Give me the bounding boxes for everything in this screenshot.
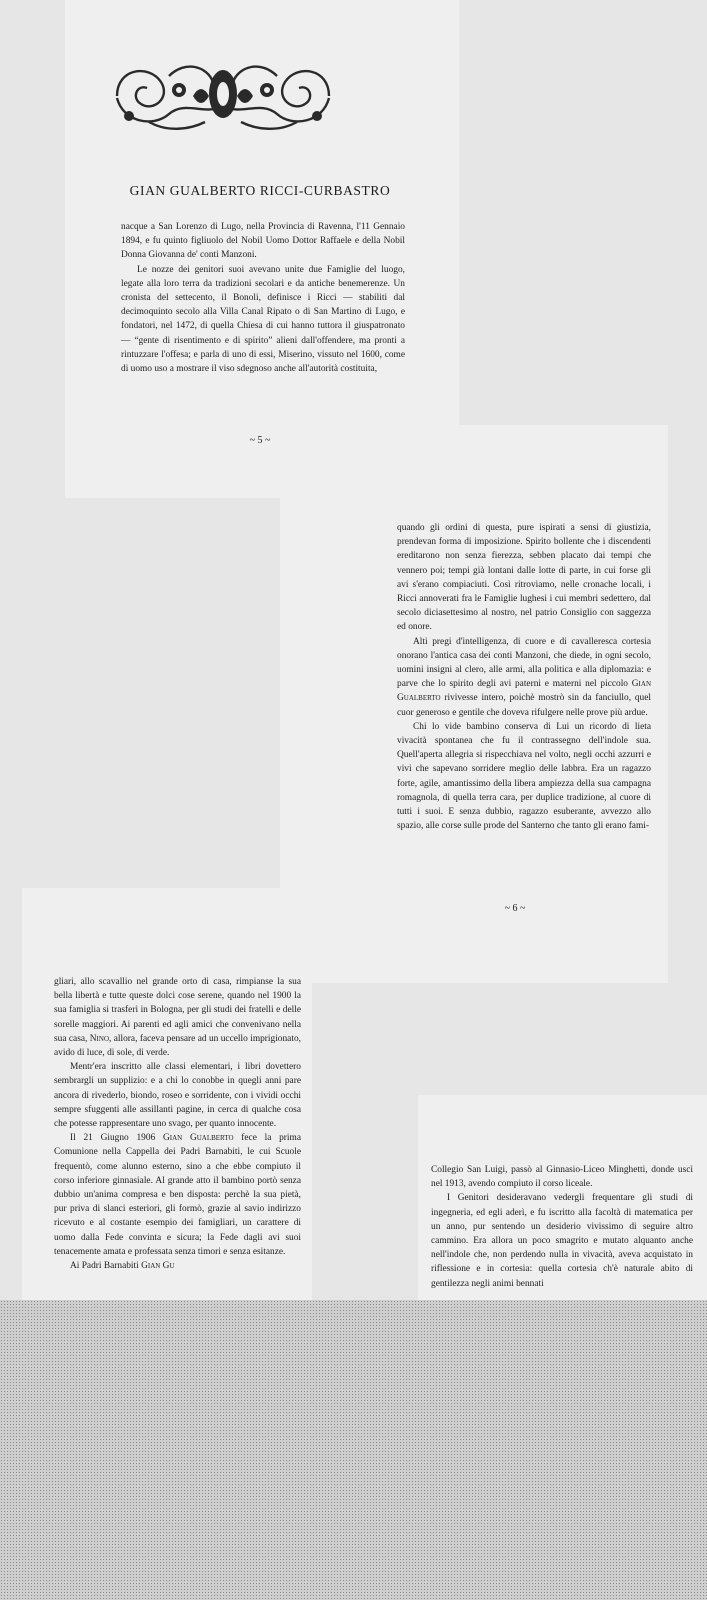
page-number: ~ 5 ~ <box>249 435 271 446</box>
page-title: GIAN GUALBERTO RICCI-CURBASTRO <box>129 183 391 198</box>
paragraph: gliari, allo scavallio nel grande orto di casa, rimpianse la sua bella libertà e tutte queste dolci cose serene, quando nel 1900 la sua famiglia si trasferì in Bologna, per gli studi dei fratelli e delle sorelle maggiori. Ai parenti ed agli amici che convenivano nella sua casa, Nino, allora, faceva pensare ad un uccello imprigionato, avido di luce, di sole, di verde. <box>54 977 301 1059</box>
paragraph: nacque a San Lorenzo di Lugo, nella Provincia di Ravenna, l'11 Gennaio 1894, e fu quinto figliuolo del Nobil Uomo Dottor Raffaele e della Nobil Donna Giovanna de' conti Manzoni. <box>121 222 405 261</box>
ornamental-scroll-icon <box>109 56 337 134</box>
page-number: ~ 6 ~ <box>504 903 526 914</box>
paragraph: quando gli ordini di questa, pure ispirati a sensi di giustizia, prendevan forma di imposizione. Spirito bollente che i discendenti ereditarono non senza fierezza, sebben placato dai tempi che vennero poi; tempi già lontani dalle lotte di parte, in cui forse gli avi s'erano compiaciuti. Così ritroviamo, nelle cronache locali, i Ricci annoverati fra le Famiglie lughesi i cui membri sedettero, dal secolo diciasettesimo al nostro, nel patrio Consiglio con saggezza ed onore. <box>397 523 651 633</box>
page-5 <box>65 0 459 498</box>
scan-noise-band <box>0 1300 707 1600</box>
page-7-body <box>54 975 301 1273</box>
paragraph: Le nozze dei genitori suoi avevano unite due Famiglie del luogo, legate alla loro terra da tradizioni secolari e da antiche benemerenze. Un cronista del settecento, il Bonoli, definisce i Ricci — stabiliti dal decimoquinto secolo alla Villa Canal Ripato o di San Martino di Lugo, e fondatori, nel 1472, di quella Chiesa di cui hanno tuttora il giuspatronato — “gente di risentimento e di spirito” alieni dall'offendere, ma pronti a rintuzzare l'offesa; e parla di uno di essi, Miserino, vissuto nel 1600, come di uomo uso a mostrare il viso sdegnoso anche all'autorità costituita, <box>121 264 405 375</box>
page-8-body <box>431 1163 693 1291</box>
paragraph: Mentr'era inscritto alle classi elementari, i libri dovettero sembrargli un supplizio: e a chi lo conobbe in quegli anni pare ancora di rivederlo, biondo, roseo e sorridente, con i vividi occhi sempre sfuggenti alle assillanti pagine, in cerca di qualche cosa che potesse rappresentare uno svago, per quanto innocente. <box>54 1062 301 1130</box>
paragraph: Chi lo vide bambino conserva di Lui un ricordo di lieta vivacità spontanea che fu il contrassegno dell'indole sua. Quell'aperta allegria si rispecchiava nel volto, negli occhi azzurri e vivi che sapevano sorridere meglio delle labbra. Era un ragazzo forte, agile, amantissimo della libera ampiezza della sua campagna romagnola, di quella terra cara, per duplice tradizione, al cuore di tutti i suoi. E senza dubbio, ragazzo esuberante, avvezzo allo spazio, alle corse sulle prode del Santerno che tanto gli erano fami- <box>397 721 651 832</box>
page-6-body <box>397 521 651 833</box>
paragraph: Alti pregi d'intelligenza, di cuore e di cavalleresca cortesia onorano l'antica casa dei conti Manzoni, che diede, in ogni secolo, uomini insigni al clero, alle armi, alla politica e alla diplomazia: e parve che lo spirito degli avi paterni e materni nel piccolo Gian Gualberto rivivesse intero, poichè mostrò sin da fanciullo, quel cuor generoso e gentile che doveva rifulgere nelle prove più ardue. <box>397 636 651 718</box>
paragraph: Ai Padri Barnabiti Gian Gu <box>70 1261 175 1272</box>
page-7 <box>22 888 312 1340</box>
page-6 <box>280 425 668 983</box>
paragraph: I Genitori desideravano vedergli frequentare gli studi di ingegneria, ed egli aderì, e fu iscritto alla facoltà di matematica per un anno, pur sentendo un desiderio vivissimo di seguire altro cammino. Era allora un poco smagrito e mutato alquanto anche nell'indole che, non perdendo nulla in vivacità, aveva acquistato in riflessione e in cortesia: quella cortesia ch'è naturale abito di gentilezza negli animi bennati <box>431 1193 693 1289</box>
ornament-headpiece <box>109 56 337 139</box>
paragraph: Il 21 Giugno 1906 Gian Gualberto fece la prima Comunione nella Cappella dei Padri Barnabiti, le cui Scuole frequentò, come alunno esterno, sino a che ebbe compiuto il corso inferiore ginnasiale. Al grande atto il bambino portò senza dubbio un'anima compresa e ben disposta: perchè la sua pietà, pur priva di slanci esteriori, gli formò, grazie al savio indirizzo ricevuto e al costante esempio dei famigliari, un carattere di uomo dalla Fede convinta e sicura; la Fede dagli avi suoi tenacemente amata e professata senza timori e senza esitanze. <box>54 1133 301 1257</box>
page-5-body <box>121 220 405 376</box>
paragraph: Collegio San Luigi, passò al Ginnasio-Liceo Minghetti, donde uscì nel 1913, avendo compiuto il corso liceale. <box>431 1165 693 1190</box>
